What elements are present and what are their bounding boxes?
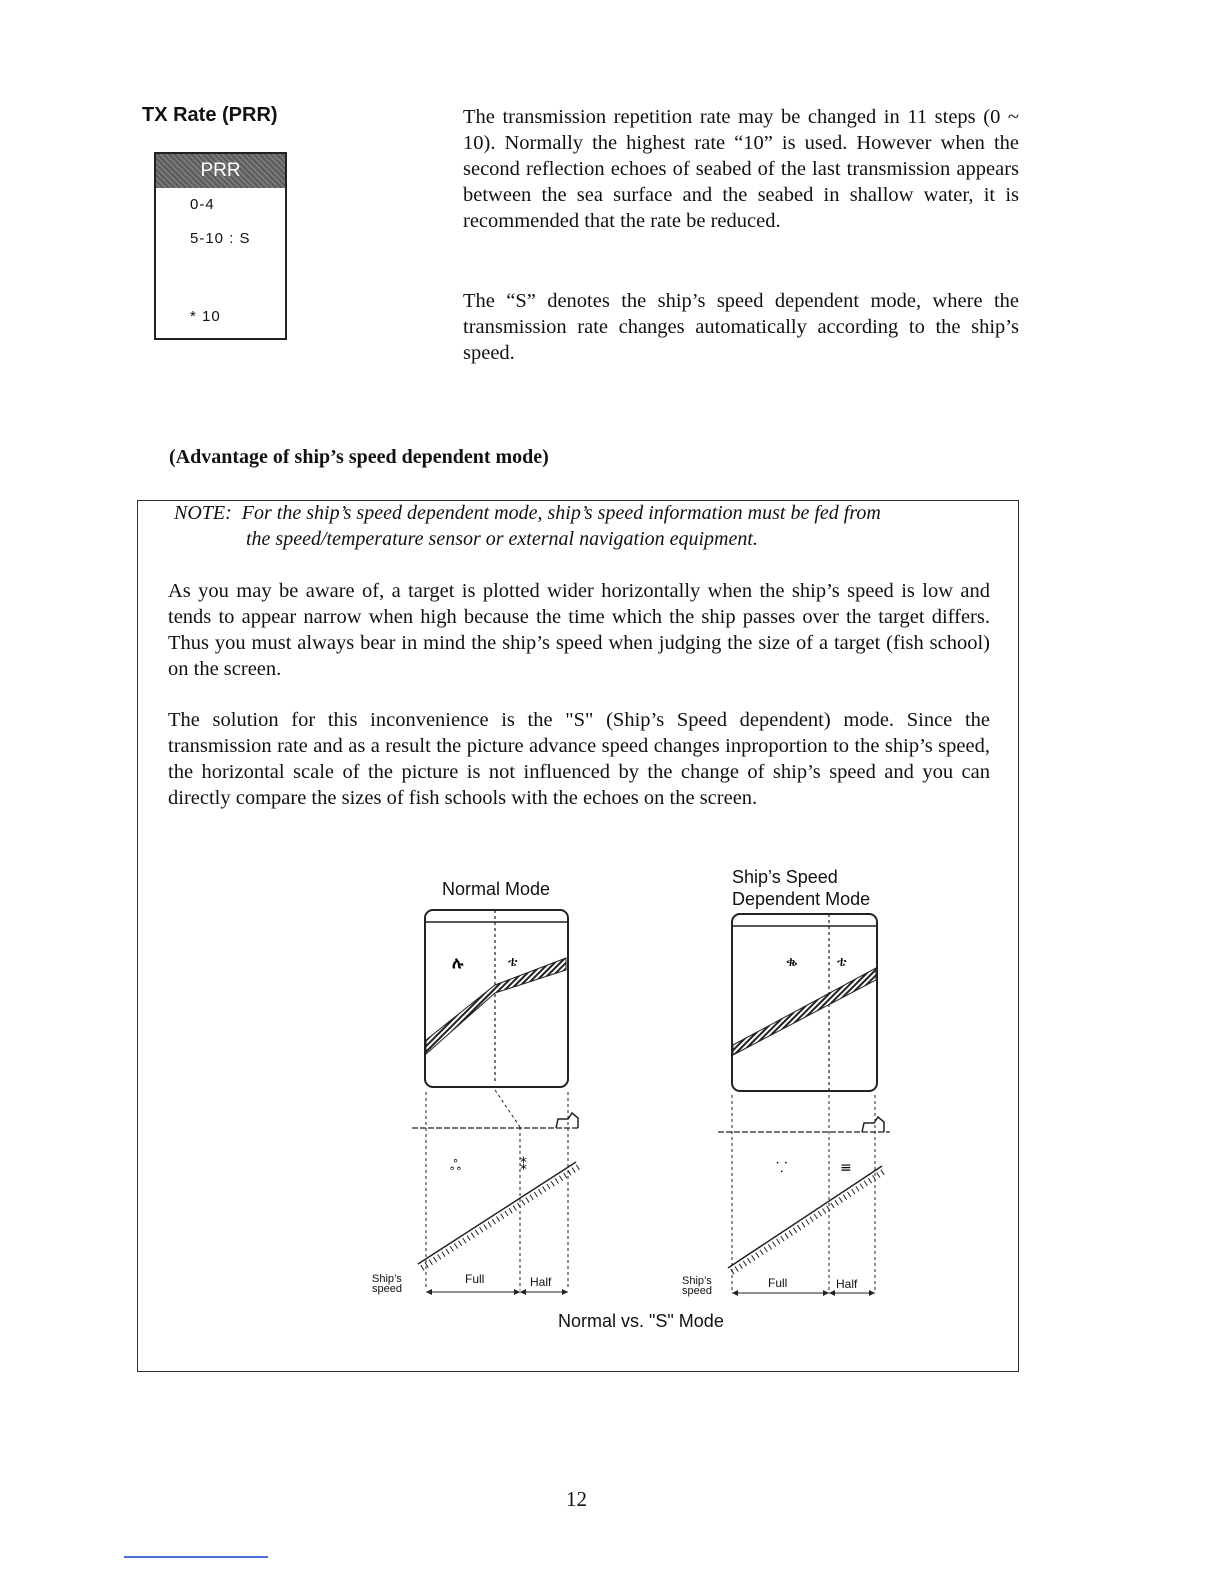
footer-rule — [124, 1556, 268, 1558]
full-speed-label: Full — [768, 1276, 788, 1290]
ships-speed-label-line: speed — [682, 1285, 712, 1297]
fish-school-icon: ⸪ — [776, 1160, 788, 1176]
ships-speed-label-line: Ship’s — [372, 1273, 402, 1285]
seabed-line — [728, 1166, 882, 1268]
body-paragraph: The solution for this inconvenience is the "S" (Ship’s Speed dependent) mode. Since the transmission rate and as a result the picture advance speed changes inproportion to the ship’s speed, the horizontal scale of the picture is not influenced by the change of ship’s speed and you can directly compare the sizes of fish schools with the echoes on the screen. — [168, 709, 990, 809]
prr-menu-item[interactable]: 5-10 : S — [190, 230, 251, 247]
normal-mode-screen — [425, 910, 568, 1087]
section-title: TX Rate (PRR) — [142, 104, 278, 126]
speed-fish-echo: ቈ — [786, 954, 798, 970]
speed-mode-screen — [732, 914, 877, 1091]
seabed-hatching — [422, 1166, 580, 1268]
description-paragraph: The transmission repetition rate may be changed in 11 steps (0 ~ 10). Normally the highest rate “10” is used. However when the second reflection echoes of seabed of the last transmission appears between the sea surface and the seabed in shallow water, it is recommended that the rate be reduced. — [463, 106, 1019, 232]
ships-speed-label — [682, 1276, 712, 1296]
speed-screen-frame — [732, 914, 877, 1091]
seabed-line — [418, 1162, 576, 1264]
normal-mode-scene — [412, 1090, 580, 1295]
ship-icon — [556, 1113, 578, 1128]
prr-menu-item[interactable]: 0-4 — [190, 196, 215, 213]
note-line: the speed/temperature sensor or external navigation equipment. — [246, 528, 758, 550]
prr-menu-item[interactable]: * 10 — [190, 308, 221, 325]
half-speed-label: Half — [530, 1275, 552, 1289]
normal-mode-label: Normal Mode — [442, 879, 551, 899]
page-number: 12 — [566, 1487, 587, 1511]
half-speed-label: Half — [836, 1277, 858, 1291]
ship-icon — [862, 1117, 884, 1132]
speed-mode-label-line: Ship’s Speed — [732, 867, 838, 887]
ships-speed-label — [372, 1274, 402, 1294]
fish-school-icon: ஃ — [450, 1158, 461, 1174]
speed-mode-scene — [718, 1095, 890, 1296]
normal-screen-frame — [425, 910, 568, 1087]
normal-fish-echo: ሉ — [452, 953, 464, 972]
note-label: NOTE: — [174, 502, 232, 524]
ships-speed-label-line: Ship’s — [682, 1275, 712, 1287]
full-speed-label: Full — [465, 1272, 485, 1286]
fish-school-icon: ⁑ — [520, 1158, 527, 1174]
ships-speed-label-line: speed — [372, 1283, 402, 1295]
seabed-hatching — [732, 1170, 886, 1272]
normal-fish-echo: ቴ — [508, 954, 518, 970]
speed-fish-echo: ቴ — [837, 954, 847, 970]
prr-menu-header: PRR — [156, 154, 285, 188]
fish-school-icon: ≡ — [840, 1160, 852, 1176]
description-paragraph: The “S” denotes the ship’s speed dependent mode, where the transmission rate changes automatically according to the ship’s speed. — [463, 290, 1019, 364]
speed-mode-label-line: Dependent Mode — [732, 889, 871, 909]
advantage-heading: (Advantage of ship’s speed dependent mode) — [169, 446, 549, 468]
note-line: For the ship’s speed dependent mode, ship’s speed information must be fed from — [241, 502, 881, 524]
body-paragraph: As you may be aware of, a target is plotted wider horizontally when the ship’s speed is low and tends to appear narrow when high because the time which the ship passes over the target differs. Thus you must always bear in mind the ship’s speed when judging the size of a target (fish school) on the screen. — [168, 580, 990, 680]
figure-caption: Normal vs. "S" Mode — [558, 1311, 724, 1331]
